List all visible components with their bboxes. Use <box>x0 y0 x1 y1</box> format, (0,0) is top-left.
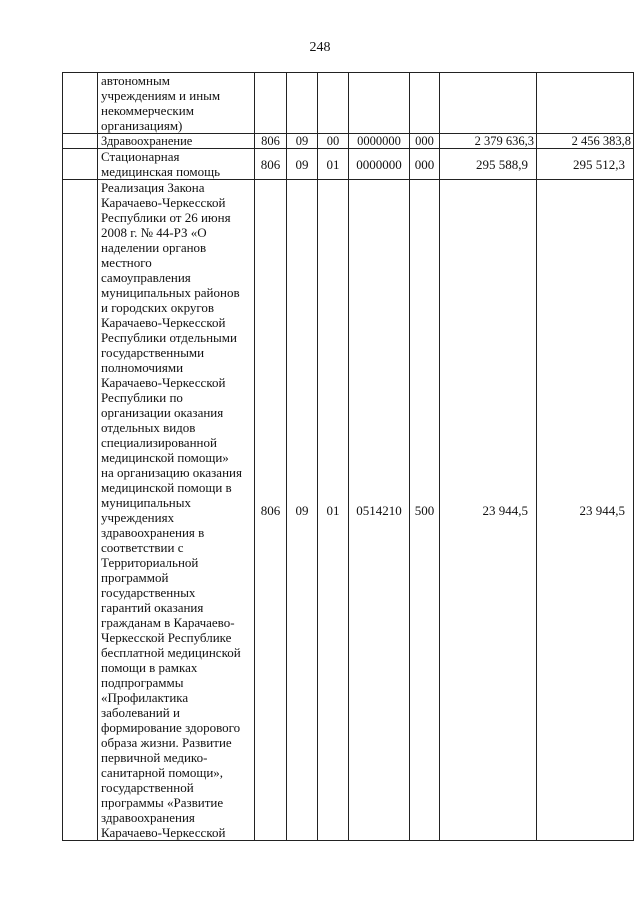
number-cell <box>63 134 98 149</box>
table-row <box>63 180 634 841</box>
target-article-code: 0514210 <box>349 180 410 841</box>
table-row <box>63 134 634 149</box>
section-code: 09 <box>287 134 318 149</box>
number-cell <box>63 149 98 180</box>
section-code: 09 <box>287 180 318 841</box>
table-row <box>63 73 634 134</box>
target-article-code: 0000000 <box>349 149 410 180</box>
amount-year-1: 2 379 636,3 <box>440 134 537 149</box>
amount-year-2: 2 456 383,8 <box>537 134 634 149</box>
section-code <box>287 73 318 134</box>
amount-year-2 <box>537 73 634 134</box>
expense-type-code: 000 <box>410 134 440 149</box>
budget-table <box>62 72 634 841</box>
amount-year-2: 23 944,5 <box>537 180 634 841</box>
item-name: автономным учреждениям и иным некоммерческим организациям) <box>98 73 255 134</box>
amount-year-1: 295 588,9 <box>440 149 537 180</box>
table-row <box>63 149 634 180</box>
subsection-code: 01 <box>318 180 349 841</box>
amount-year-2: 295 512,3 <box>537 149 634 180</box>
ministry-code: 806 <box>255 149 287 180</box>
amount-year-1 <box>440 73 537 134</box>
section-code: 09 <box>287 149 318 180</box>
amount-year-1: 23 944,5 <box>440 180 537 841</box>
subsection-code <box>318 73 349 134</box>
item-name: Здравоохранение <box>98 134 255 149</box>
ministry-code: 806 <box>255 180 287 841</box>
item-name: Реализация Закона Карачаево-Черкесской Республики от 26 июня 2008 г. № 44-РЗ «О наделении органов местного самоуправления муниципальных районов и городских округов Карачаево-Черкесской Республики отдельными государственными полномочиями Карачаево-Черкесской Республики по организации оказания отдельных видов специализированной медицинской помощи» на организацию оказания медицинской помощи в муниципальных учреждениях здравоохранения в соответствии с Территориальной программой государственных гарантий оказания гражданам в Карачаево- Черкесской Республике бесплатной медицинской помощи в рамках подпрограммы «Профилактика заболеваний и формирование здорового образа жизни. Развитие первичной медико- санитарной помощи», государственной программы «Развитие здравоохранения Карачаево-Черкесской <box>98 180 255 841</box>
target-article-code <box>349 73 410 134</box>
expense-type-code: 000 <box>410 149 440 180</box>
target-article-code: 0000000 <box>349 134 410 149</box>
subsection-code: 00 <box>318 134 349 149</box>
ministry-code: 806 <box>255 134 287 149</box>
expense-type-code <box>410 73 440 134</box>
expense-type-code: 500 <box>410 180 440 841</box>
item-name: Стационарная медицинская помощь <box>98 149 255 180</box>
page-number: 248 <box>309 40 331 55</box>
number-cell <box>63 180 98 841</box>
subsection-code: 01 <box>318 149 349 180</box>
number-cell <box>63 73 98 134</box>
ministry-code <box>255 73 287 134</box>
